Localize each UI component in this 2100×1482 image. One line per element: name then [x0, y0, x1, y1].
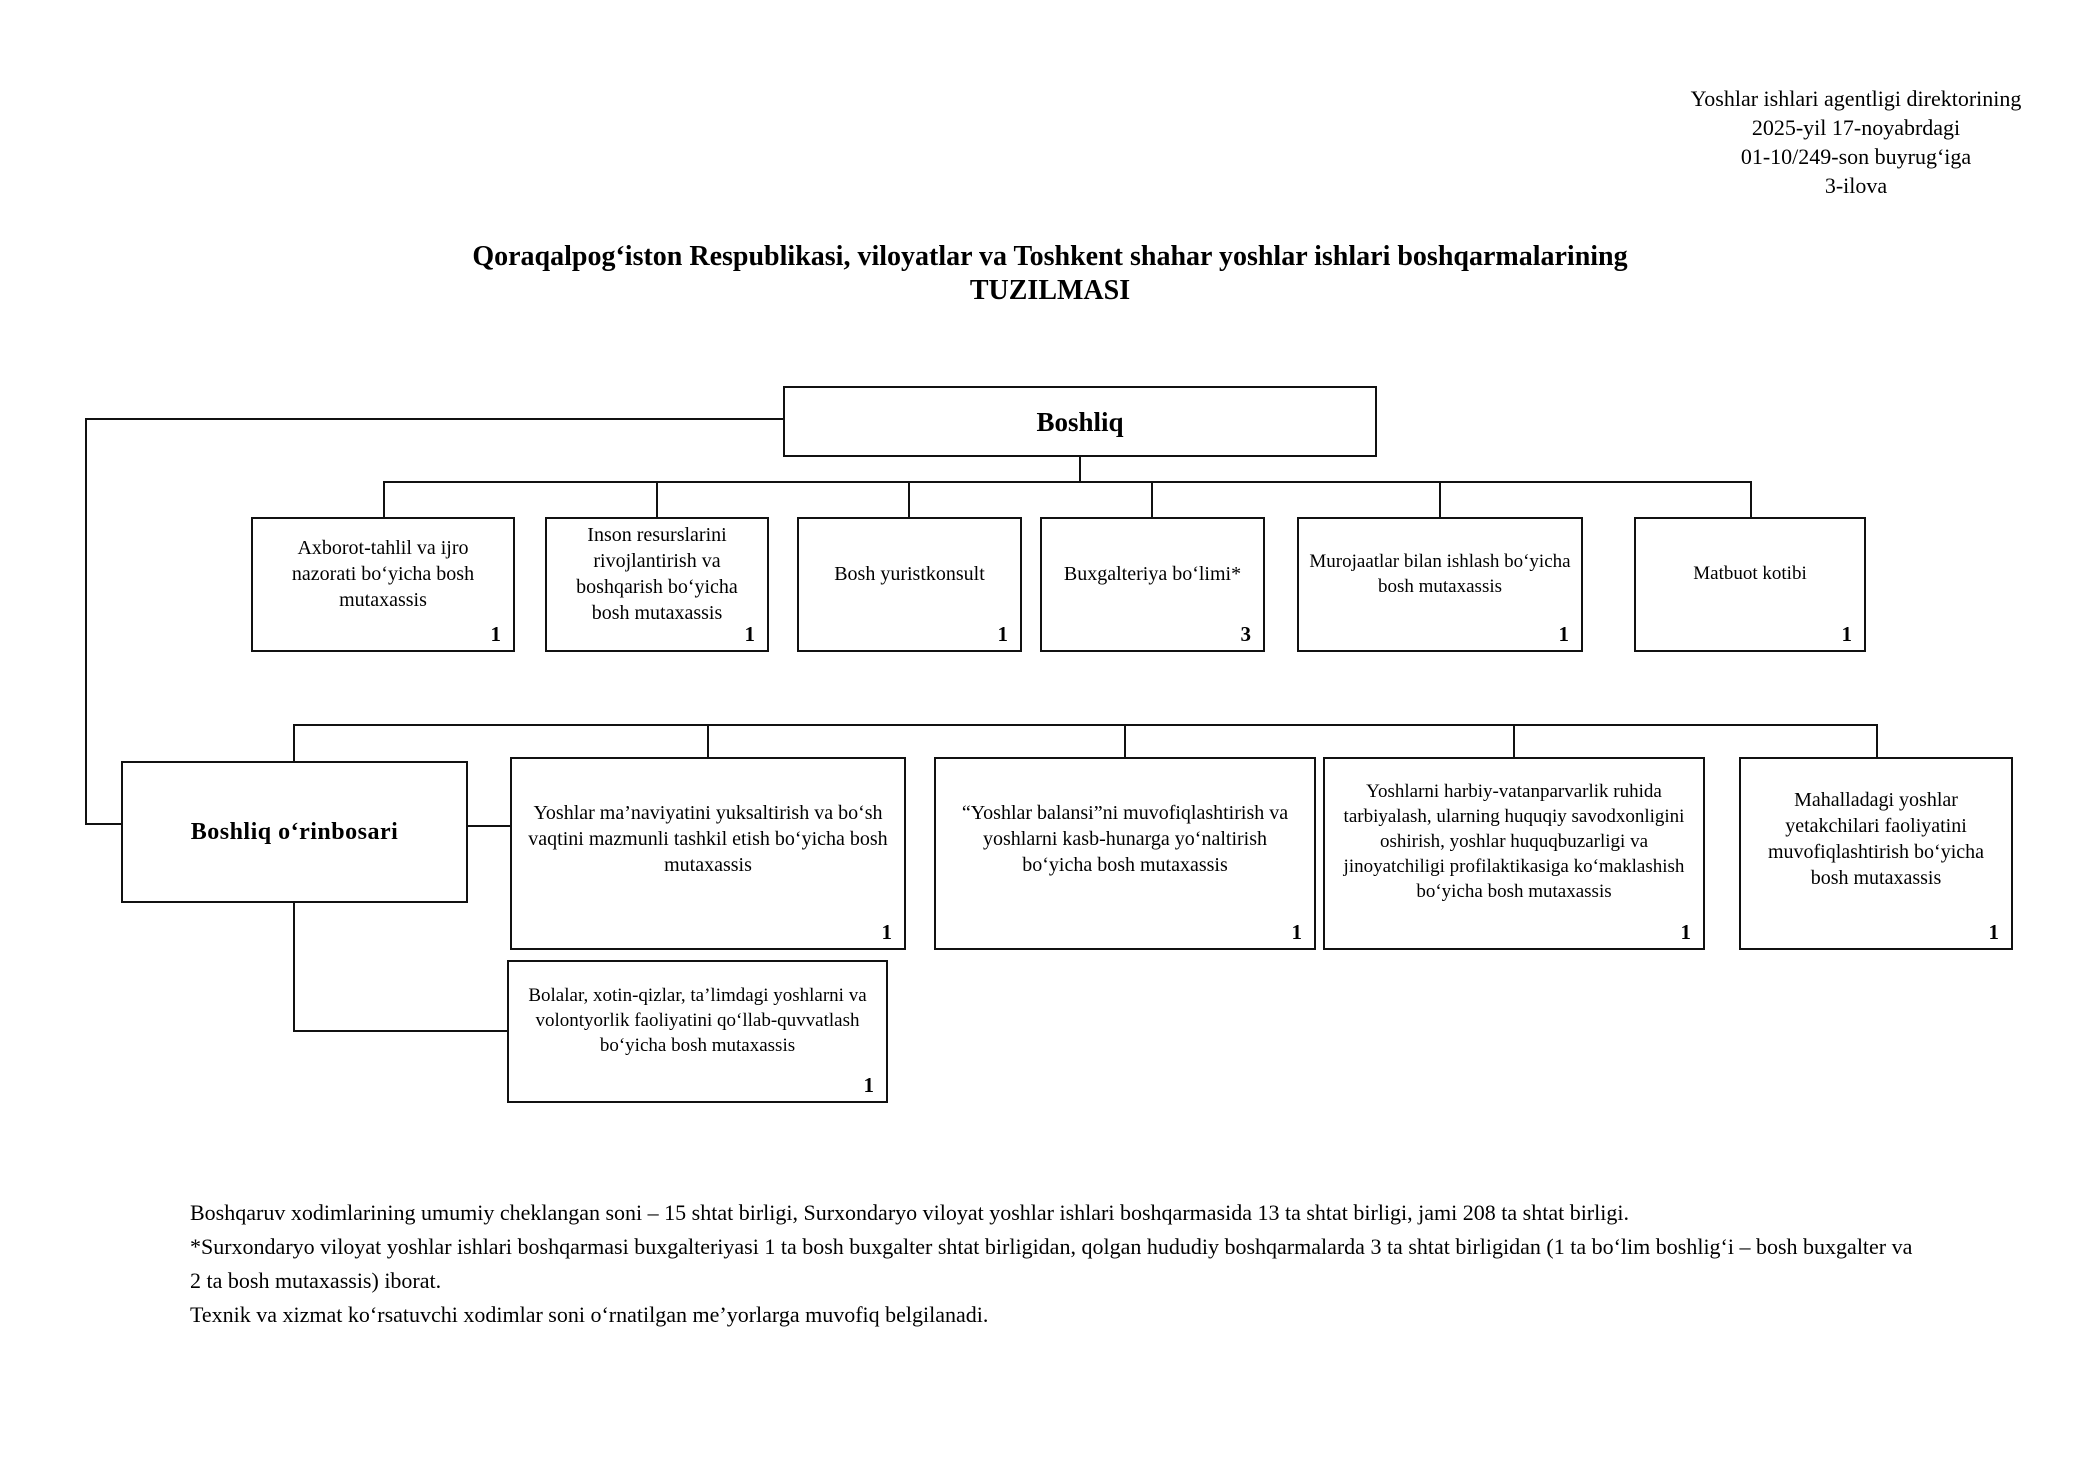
connector-into-deputy	[85, 823, 123, 825]
connector-deputy-left-vertical	[85, 418, 87, 825]
org-box-label: Buxgalteriya bo‘limi*	[1063, 562, 1242, 585]
org-box-manaviyat	[510, 757, 906, 950]
page-title	[0, 240, 2100, 308]
org-box-label: “Yoshlar balansi”ni muvofiqlashtirish va yoshlarni kasb-hunarga yo‘naltirish bo‘yicha bosh mutaxassis	[961, 801, 1289, 876]
note-line: 3-ilova	[1824, 173, 1888, 198]
connector-deputy-to-manaviyat	[468, 825, 510, 827]
org-box-murojaatlar	[1297, 517, 1583, 652]
connector-boshliq-drop	[1079, 456, 1081, 483]
org-box-label: Murojaatlar bilan ishlash bo‘yicha bosh mutaxassis	[1309, 550, 1571, 597]
note-line: 2025-yil 17-noyabrdagi	[1751, 115, 1961, 140]
footnote-line: *Surxondaryo viloyat yoshlar ishlari boshqarmasi buxgalteriyasi 1 ta bosh buxgalter shtat birligidan, qolgan hududiy boshqarmalarda 3 ta shtat birligidan (1 ta bo‘lim boshlig‘i – bosh buxgalter va	[190, 1234, 1913, 1259]
org-box-label: Bolalar, xotin-qizlar, ta’limdagi yoshlarni va volontyorlik faoliyatini qo‘llab-quvvatlash bo‘yicha bosh mutaxassis	[528, 985, 867, 1056]
org-box-yurist	[797, 517, 1022, 652]
org-box-mahalla	[1739, 757, 2013, 950]
org-box-matbuot	[1634, 517, 1866, 652]
connector-drop-buxgalteriya	[1151, 481, 1153, 518]
connector-drop-deputy	[293, 724, 295, 762]
org-box-harbiy	[1323, 757, 1705, 950]
org-box-boshliq	[783, 386, 1377, 457]
connector-into-bolalar	[293, 1030, 507, 1032]
footnote	[190, 1196, 2090, 1332]
staff-count: 1	[744, 622, 755, 646]
connector-drop-harbiy	[1513, 724, 1515, 758]
page-title-line-1: Qoraqalpog‘iston Respublikasi, viloyatlar va Toshkent shahar yoshlar ishlari boshqarmalarining	[472, 241, 1628, 272]
connector-deputy-bottom-vertical	[293, 903, 295, 1032]
connector-rail-row2	[293, 724, 1878, 726]
connector-boshliq-to-deputy-top	[85, 418, 783, 420]
org-box-label: Matbuot kotibi	[1693, 563, 1807, 584]
org-box-inson	[545, 517, 769, 652]
org-box-label: Boshliq o‘rinbosari	[190, 819, 399, 845]
staff-count: 1	[863, 1073, 874, 1097]
org-box-buxgalteriya	[1040, 517, 1265, 652]
org-box-orinbosari	[121, 761, 468, 903]
footnote-line: 2 ta bosh mutaxassis) iborat.	[190, 1268, 442, 1293]
connector-drop-balans	[1124, 724, 1126, 758]
staff-count: 1	[1291, 920, 1302, 944]
connector-drop-mahalla	[1876, 724, 1878, 758]
staff-count: 1	[997, 622, 1008, 646]
connector-rail-row1	[383, 481, 1752, 483]
org-box-axborot	[251, 517, 515, 652]
staff-count: 1	[490, 622, 501, 646]
org-box-label: Boshliq	[1036, 406, 1124, 437]
org-box-label: Yoshlarni harbiy-vatanparvarlik ruhida tarbiyalash, ularning huquqiy savodxonligini oshirish, yoshlar huquqbuzarligi va jinoyatchiligi profilaktikasiga ko‘maklashish bo‘yicha bosh mutaxassis	[1343, 781, 1685, 902]
org-box-label: Mahalladagi yoshlar yetakchilari faoliyatini muvofiqlashtirish bo‘yicha bosh mutaxassis	[1767, 788, 1985, 889]
org-box-label: Axborot-tahlil va ijro nazorati bo‘yicha bosh mutaxassis	[291, 536, 475, 611]
note-line: 01-10/249-son buyrug‘iga	[1740, 144, 1972, 169]
org-box-balans	[934, 757, 1316, 950]
connector-drop-axborot	[383, 481, 385, 518]
page-title-line-2: TUZILMASI	[969, 275, 1131, 306]
staff-count: 1	[881, 920, 892, 944]
connector-drop-yurist	[908, 481, 910, 518]
org-box-label: Inson resurslarini rivojlantirish va boshqarish bo‘yicha bosh mutaxassis	[576, 523, 738, 624]
note-line: Yoshlar ishlari agentligi direktorining	[1690, 86, 2022, 111]
connector-drop-inson	[656, 481, 658, 518]
staff-count: 1	[1841, 622, 1852, 646]
footnote-line: Texnik va xizmat ko‘rsatuvchi xodimlar soni o‘rnatilgan me’yorlarga muvofiq belgilanadi.	[190, 1302, 989, 1327]
org-box-label: Yoshlar ma’naviyatini yuksaltirish va bo‘sh vaqtini mazmunli tashkil etish bo‘yicha bosh mutaxassis	[528, 801, 888, 876]
connector-drop-murojaatlar	[1439, 481, 1441, 518]
connector-drop-manaviyat	[707, 724, 709, 758]
staff-count: 1	[1680, 920, 1691, 944]
staff-count: 1	[1988, 920, 1999, 944]
staff-count: 1	[1558, 622, 1569, 646]
connector-drop-matbuot	[1750, 481, 1752, 518]
staff-count: 3	[1240, 622, 1251, 646]
footnote-line: Boshqaruv xodimlarining umumiy cheklangan soni – 15 shtat birligi, Surxondaryo viloyat yoshlar ishlari boshqarmasida 13 ta shtat birligi, jami 208 ta shtat birligi.	[190, 1200, 1629, 1225]
approval-note	[1650, 84, 2062, 200]
org-box-label: Bosh yuristkonsult	[834, 562, 985, 585]
org-box-bolalar	[507, 960, 888, 1103]
